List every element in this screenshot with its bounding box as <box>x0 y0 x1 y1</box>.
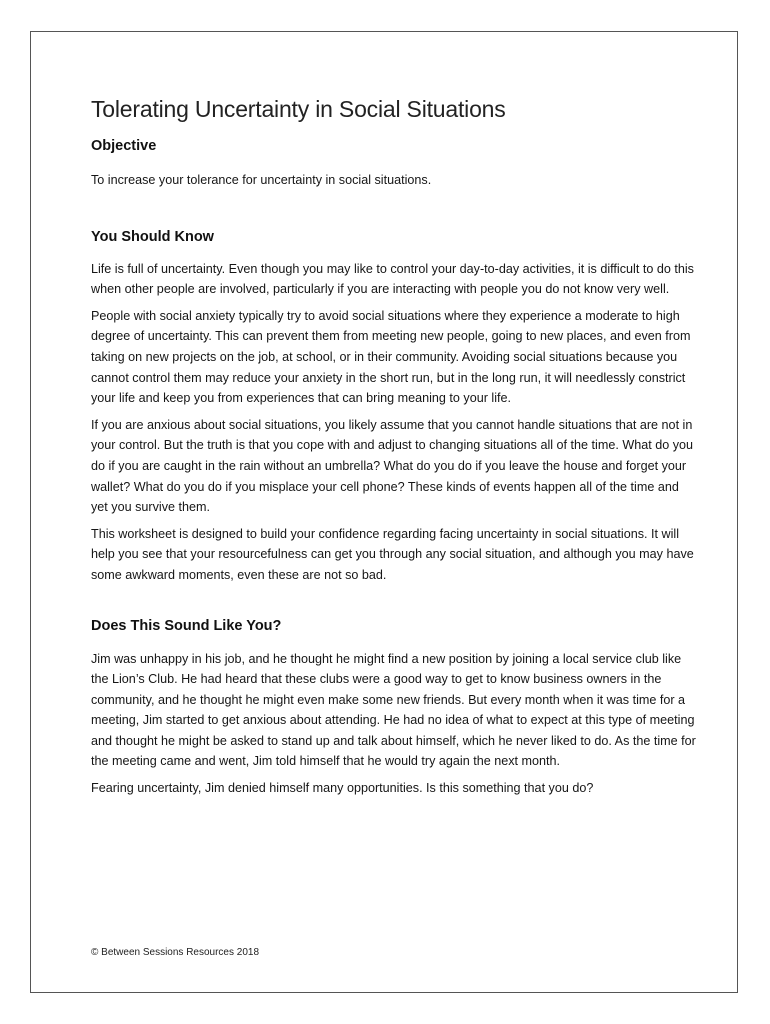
you-should-know-paragraph-1: Life is full of uncertainty. Even though you may like to control your day-to-day activities, it is difficult to do this when other people are involved, particularly if you are interacting with people you do not know very well. <box>91 261 694 297</box>
does-this-sound-like-you-paragraph-1: Jim was unhappy in his job, and he thought he might find a new position by joining a local service club like the Lion’s Club. He had heard that these clubs were a good way to get to know business owners in the community, and he thought he might even make some new friends. But every month when it was time for a meeting, Jim started to get anxious about attending. He had no idea of what to expect at this type of meeting and thought he might be asked to stand up and talk about himself, which he never liked to do. As the time for the meeting came and went, Jim told himself that he would try again the next month. <box>91 651 696 769</box>
copyright-footer: © Between Sessions Resources 2018 <box>91 947 260 958</box>
you-should-know-paragraph-3: If you are anxious about social situations, you likely assume that you cannot handle situations that are not in your control. But the truth is that you cope with and adjust to changing situations all of the time. What do you do if you are caught in the rain without an umbrella? What do you do if you leave the house and forget your wallet? What do you do if you misplace your cell phone? These kinds of events happen all of the time and yet you survive them. <box>91 417 694 515</box>
document-title: Tolerating Uncertainty in Social Situations <box>91 96 506 122</box>
document-content <box>91 94 699 799</box>
you-should-know-paragraph-4: This worksheet is designed to build your confidence regarding facing uncertainty in social situations. It will help you see that your resourcefulness can get you through any social situation, and although you may have some awkward moments, even these are not so bad. <box>91 526 694 582</box>
does-this-sound-like-you-paragraph-2: Fearing uncertainty, Jim denied himself many opportunities. Is this something that you do? <box>91 781 594 796</box>
you-should-know-paragraph-2: People with social anxiety typically try to avoid social situations where they experience a moderate to high degree of uncertainty. This can prevent them from meeting new people, going to new places, and even from taking on new projects on the job, at school, or in their community. Avoiding social situations because you cannot control them may reduce your anxiety in the short run, but in the long run, it will needlessly constrict your life and keep you from experiences that can bring meaning to your life. <box>91 308 691 406</box>
document-page <box>30 31 738 993</box>
objective-heading: Objective <box>91 138 157 154</box>
you-should-know-heading: You Should Know <box>91 228 214 245</box>
objective-paragraph: To increase your tolerance for uncertainty in social situations. <box>91 173 432 187</box>
does-this-sound-like-you-heading: Does This Sound Like You? <box>91 617 282 634</box>
